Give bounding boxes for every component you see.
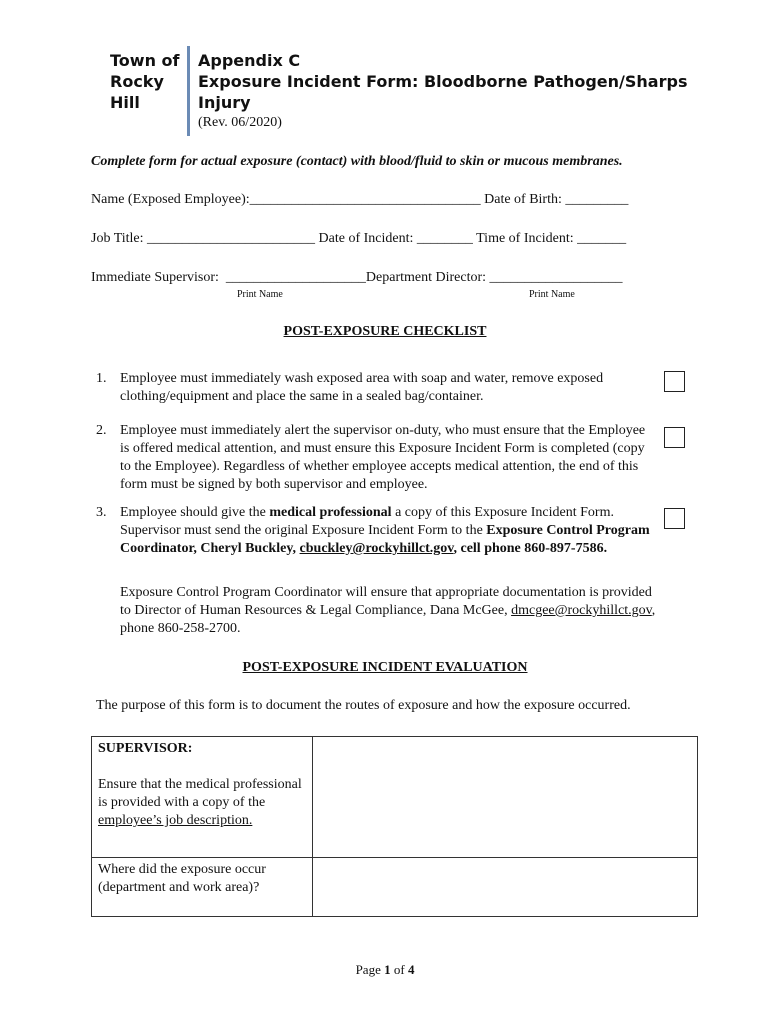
supervisor-label: SUPERVISOR: (98, 741, 193, 756)
checklist-item (96, 370, 656, 406)
job-date-time-field[interactable]: Job Title: ________________________ Date of Incident: ________ Time of Incident: _______ (91, 231, 627, 246)
town-line: Town of (110, 51, 180, 70)
coordinator-text: Exposure Control Program Coordinator will ensure that appropriate documentation is provided to Director of Human Resources & Legal Compliance, Dana McGee, (120, 585, 652, 618)
print-name-hint-right: Print Name (529, 289, 575, 300)
page-number (0, 962, 770, 978)
exposure-location-question: Where did the exposure occur (department and work area)? (98, 862, 266, 895)
supervisor-cell (92, 737, 313, 858)
name-dob-field[interactable]: Name (Exposed Employee):_________________________________ Date of Birth: _________ (91, 192, 629, 207)
revision-date: (Rev. 06/2020) (198, 115, 282, 130)
item-number: 1. (96, 371, 107, 386)
medical-professional-emphasis: medical professional (269, 505, 392, 520)
title-line: Exposure Incident Form: Bloodborne Pathogen/Sharps (198, 72, 688, 91)
town-line: Rocky (110, 72, 164, 91)
item-number: 2. (96, 423, 107, 438)
table-row (92, 858, 698, 917)
page-word: Page (355, 962, 385, 977)
checkbox-item-2[interactable] (664, 427, 685, 448)
checklist-title: POST-EXPOSURE CHECKLIST (283, 324, 487, 339)
exposure-location-answer-cell[interactable] (313, 858, 698, 917)
evaluation-table (91, 736, 698, 917)
town-name (110, 50, 186, 113)
supervisor-answer-cell[interactable] (313, 737, 698, 858)
checkbox-item-1[interactable] (664, 371, 685, 392)
title-line: Injury (198, 93, 251, 112)
item-text-part: a copy of this Exposure Incident Form. Supervisor must send the original Exposure Incident Form to the (120, 505, 614, 538)
coordinator-name: Exposure Control Program Coordinator, Cheryl Buckley, (120, 523, 650, 556)
checklist-item (96, 422, 656, 494)
item-text: Employee must immediately alert the supervisor on-duty, who must ensure that the Employee is offered medical attention, and must ensure this Exposure Incident Form is completed (copy to the Employee). Regardless of whether employee accepts medical attention, the end of this form must be signed by both supervisor and employee. (120, 423, 646, 492)
intro-instruction: Complete form for actual exposure (contact) with blood/fluid to skin or mucous membranes. (91, 154, 623, 169)
coordinator-paragraph (120, 584, 660, 638)
job-description-link: employee’s job description. (98, 813, 253, 828)
evaluation-purpose: The purpose of this form is to document the routes of exposure and how the exposure occurred. (96, 698, 631, 713)
table-row (92, 737, 698, 858)
supervisor-instruction (98, 776, 306, 830)
checklist-item (96, 504, 656, 558)
of-word: of (390, 962, 408, 977)
coordinator-email-link[interactable]: cbuckley@rockyhillct.gov (299, 541, 454, 556)
current-page: 1 (384, 962, 391, 977)
hr-phone: , phone 860-258-2700. (120, 603, 656, 636)
form-title (198, 50, 718, 113)
print-name-hint-left: Print Name (237, 289, 283, 300)
exposure-location-cell (92, 858, 313, 917)
hr-email-link[interactable]: dmcgee@rockyhillct.gov (511, 603, 652, 618)
checkbox-item-3[interactable] (664, 508, 685, 529)
header-divider (187, 46, 190, 136)
supervisor-instruction-text: Ensure that the medical professional is provided with a copy of the (98, 777, 302, 810)
evaluation-title: POST-EXPOSURE INCIDENT EVALUATION (242, 660, 528, 675)
item-text-part: Employee should give the (120, 505, 270, 520)
town-line: Hill (110, 93, 140, 112)
appendix-label: Appendix C (198, 51, 301, 70)
total-pages: 4 (407, 962, 415, 977)
item-text (120, 504, 656, 558)
coordinator-phone: , cell phone 860-897-7586. (453, 541, 608, 556)
supervisor-director-field[interactable]: Immediate Supervisor: ____________________Department Director: ___________________ (91, 270, 623, 285)
item-text: Employee must immediately wash exposed area with soap and water, remove exposed clothing/equipment and place the same in a sealed bag/container. (120, 371, 604, 404)
item-number: 3. (96, 505, 107, 520)
